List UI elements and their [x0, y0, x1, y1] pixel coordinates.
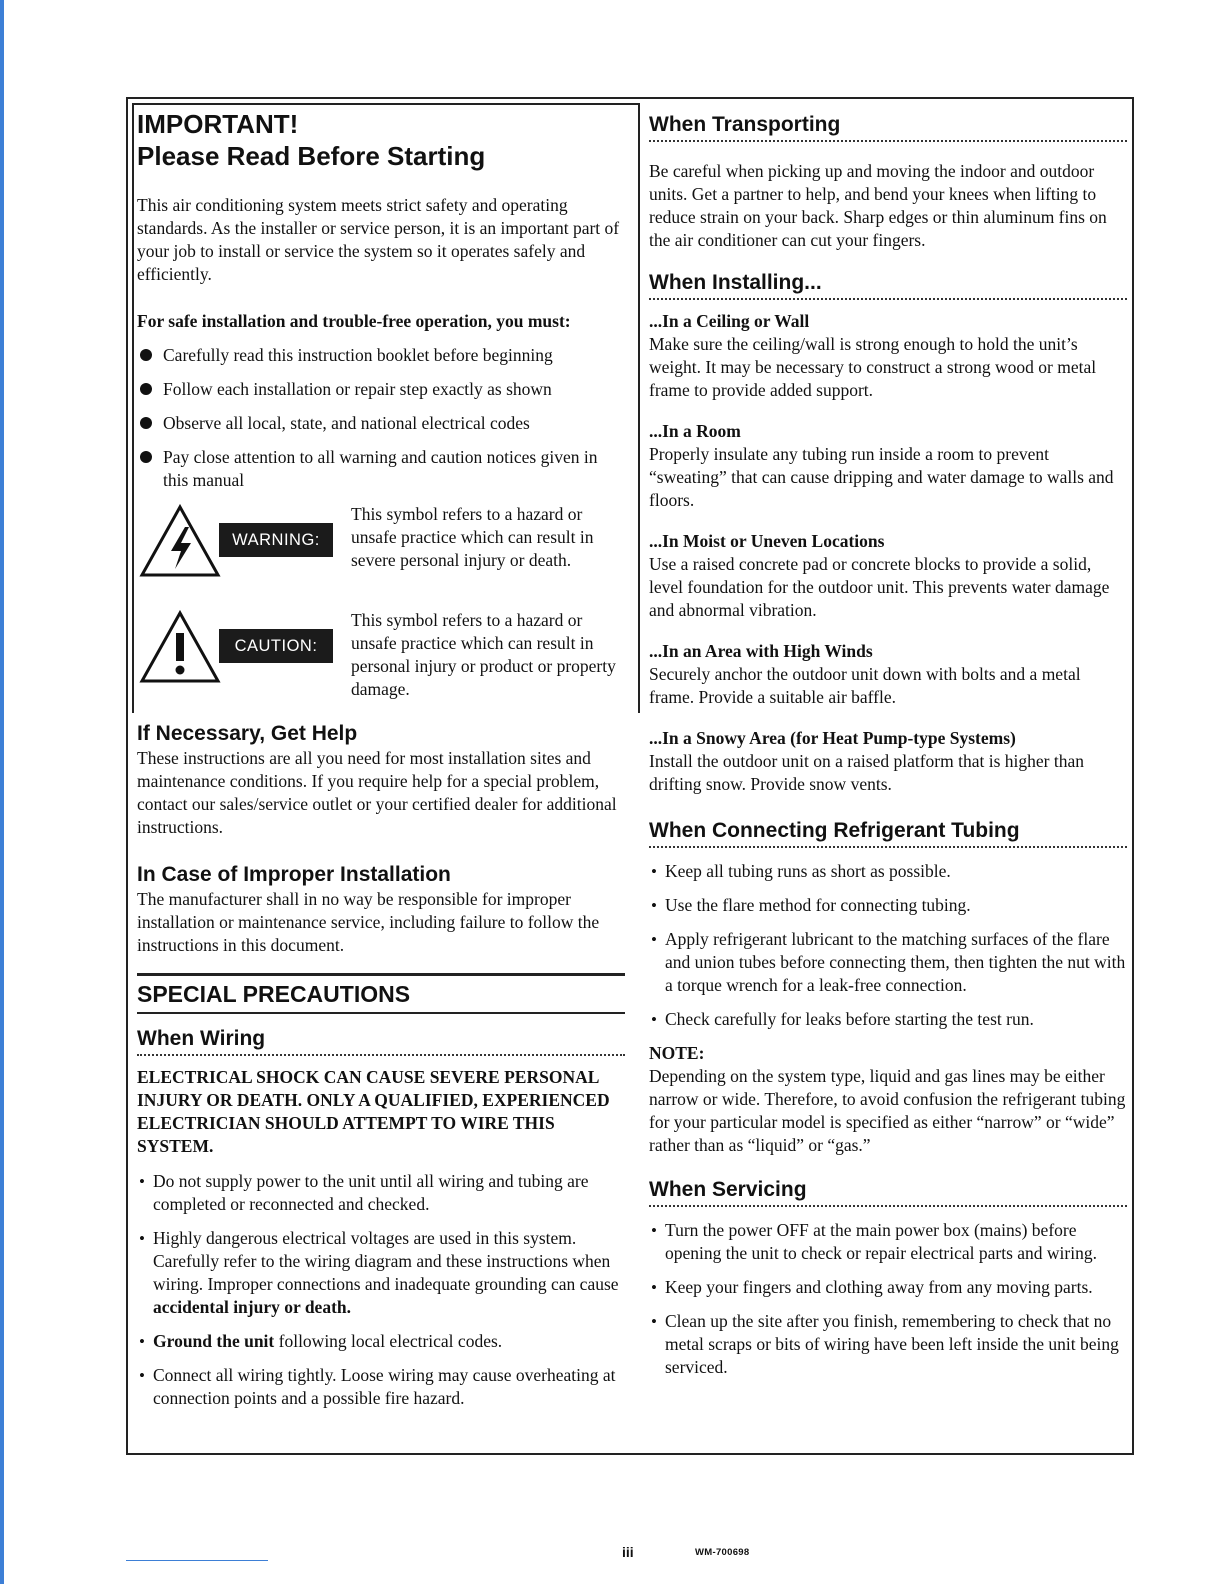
- list-item: • Connect all wiring tightly. Loose wiring may cause overheating at connection points and a possible fire hazard.: [139, 1365, 616, 1408]
- bullet-icon: •: [139, 1332, 145, 1351]
- list-item: • Turn the power OFF at the main power box (mains) before opening the unit to check or repair electrical parts and wiring.: [651, 1220, 1097, 1263]
- bullet-icon: •: [139, 1229, 145, 1248]
- refrigerant-tubing-title: When Connecting Refrigerant Tubing: [649, 818, 1127, 848]
- bullet-icon: [140, 451, 152, 463]
- moist-subtitle: ...In Moist or Uneven Locations: [649, 531, 885, 551]
- list-item: • Keep all tubing runs as short as possible.: [651, 861, 951, 881]
- bullet-icon: •: [651, 896, 657, 915]
- read-before-title: Please Read Before Starting: [137, 141, 486, 171]
- when-installing-title: When Installing...: [649, 270, 1127, 300]
- list-item: Carefully read this instruction booklet before beginning: [137, 344, 625, 367]
- note-title: NOTE:: [649, 1043, 705, 1063]
- when-servicing-title: When Servicing: [649, 1177, 1127, 1207]
- moist-text: Use a raised concrete pad or concrete blocks to provide a solid, level foundation for the outdoor unit. This prevents water damage and abnormal vibration.: [649, 554, 1110, 620]
- ceiling-wall-text: Make sure the ceiling/wall is strong enough to hold the unit’s weight. It may be necessary to construct a strong wood or metal frame to provide added support.: [649, 334, 1097, 400]
- when-transporting-title: When Transporting: [649, 112, 1127, 142]
- bullet-icon: •: [651, 1010, 657, 1029]
- lightning-hazard-icon: [139, 503, 221, 579]
- caution-badge: CAUTION:: [219, 629, 333, 663]
- transporting-text: Be careful when picking up and moving the indoor and outdoor units. Get a partner to help, and bend your knees when lifting to reduce strain on your back. Sharp edges or thin aluminum fins on the air conditioner can cut your fingers.: [649, 161, 1107, 250]
- servicing-list: [649, 1219, 1127, 1379]
- when-wiring-title: When Wiring: [137, 1026, 625, 1056]
- document-code: WM-700698: [695, 1547, 750, 1558]
- list-item: • Check carefully for leaks before starting the test run.: [651, 1009, 1034, 1029]
- bullet-icon: [140, 383, 152, 395]
- caution-description: This symbol refers to a hazard or unsafe practice which can result in personal injury or product or property damage.: [351, 610, 616, 699]
- improper-installation-text: The manufacturer shall in no way be responsible for improper installation or maintenance service, including failure to follow the instructions in this document.: [137, 889, 600, 955]
- room-text: Properly insulate any tubing run inside a room to prevent “sweating” that can cause dripping and water damage to walls and floors.: [649, 444, 1114, 510]
- right-column: [649, 106, 1127, 1390]
- list-item: • Use the flare method for connecting tubing.: [651, 895, 971, 915]
- important-title: IMPORTANT!: [137, 109, 299, 139]
- bullet-icon: •: [651, 930, 657, 949]
- room-subtitle: ...In a Room: [649, 421, 741, 441]
- warning-symbol-row: [137, 503, 625, 611]
- bullet-icon: •: [651, 862, 657, 881]
- bullet-icon: •: [139, 1172, 145, 1191]
- left-column: [137, 106, 625, 1421]
- list-item: • Ground the unit following local electrical codes.: [139, 1331, 503, 1351]
- page-number: iii: [622, 1544, 634, 1560]
- warning-badge: WARNING:: [219, 523, 333, 557]
- list-item: Observe all local, state, and national electrical codes: [137, 412, 625, 435]
- winds-subtitle: ...In an Area with High Winds: [649, 641, 873, 661]
- snowy-text: Install the outdoor unit on a raised platform that is higher than drifting snow. Provide snow vents.: [649, 751, 1084, 794]
- list-item: • Clean up the site after you finish, remembering to check that no metal scraps or bits of wiring have been left inside the unit being serviced.: [651, 1311, 1119, 1377]
- ceiling-wall-subtitle: ...In a Ceiling or Wall: [649, 311, 810, 331]
- intro-text: This air conditioning system meets strict safety and operating standards. As the installer or service person, it is an important part of your job to install or service the system so it operates safely and efficiently.: [137, 195, 620, 284]
- exclamation-hazard-icon: [139, 609, 221, 685]
- left-edge-line: [0, 0, 4, 1584]
- list-item: Follow each installation or repair step exactly as shown: [137, 378, 625, 401]
- bullet-icon: [140, 349, 152, 361]
- list-item: • Apply refrigerant lubricant to the matching surfaces of the flare and union tubes before connecting them, then tighten the nut with a torque wrench for a leak-free connection.: [651, 929, 1126, 995]
- caution-symbol-row: [137, 609, 625, 717]
- bullet-icon: •: [651, 1312, 657, 1331]
- electrical-shock-warning: ELECTRICAL SHOCK CAN CAUSE SEVERE PERSONAL INJURY OR DEATH. ONLY A QUALIFIED, EXPERIENCED ELECTRICIAN SHOULD ATTEMPT TO WIRE THIS SYSTEM.: [137, 1067, 610, 1156]
- must-lead: For safe installation and trouble-free operation, you must:: [137, 311, 571, 331]
- bullet-icon: •: [651, 1221, 657, 1240]
- get-help-title: If Necessary, Get Help: [137, 722, 358, 745]
- warning-description: This symbol refers to a hazard or unsafe practice which can result in severe personal injury or death.: [351, 504, 594, 570]
- special-precautions-title: SPECIAL PRECAUTIONS: [137, 973, 625, 1014]
- improper-installation-title: In Case of Improper Installation: [137, 863, 451, 886]
- tubing-list: [649, 860, 1127, 1031]
- winds-text: Securely anchor the outdoor unit down with bolts and a metal frame. Provide a suitable air baffle.: [649, 664, 1081, 707]
- list-item: • Keep your fingers and clothing away from any moving parts.: [651, 1277, 1093, 1297]
- bullet-icon: [140, 417, 152, 429]
- must-list: [137, 344, 625, 492]
- list-item: Pay close attention to all warning and caution notices given in this manual: [137, 446, 625, 492]
- get-help-text: These instructions are all you need for most installation sites and maintenance conditions. If you require help for a special problem, contact our sales/service outlet or your certified dealer for additional instructions.: [137, 748, 617, 837]
- bottom-edge-line: [126, 1560, 268, 1561]
- bullet-icon: •: [651, 1278, 657, 1297]
- list-item: • Highly dangerous electrical voltages are used in this system. Carefully refer to the wiring diagram and these instructions when wiring. Improper connections and inadequate grounding can cause accidental injury or death.: [139, 1228, 619, 1317]
- snowy-subtitle: ...In a Snowy Area (for Heat Pump-type Systems): [649, 728, 1016, 748]
- list-item: • Do not supply power to the unit until all wiring and tubing are completed or reconnected and checked.: [139, 1171, 589, 1214]
- bullet-icon: •: [139, 1366, 145, 1385]
- note-text: Depending on the system type, liquid and gas lines may be either narrow or wide. Therefore, to avoid confusion the refrigerant tubing for your particular model is specified as either “narrow” or “wide” rather than as “liquid” or “gas.”: [649, 1066, 1126, 1155]
- wiring-list: [137, 1170, 625, 1410]
